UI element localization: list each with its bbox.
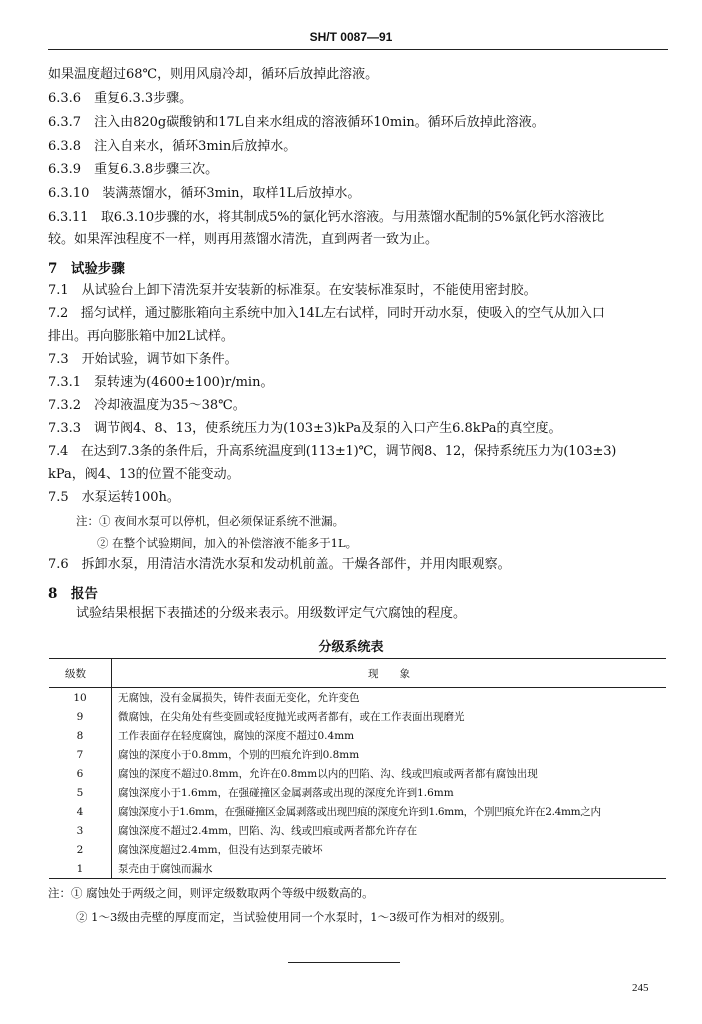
clause-7-1: 7.1 从试验台上卸下清洗泵并安装新的标准泵。在安装标准泵时，不能使用密封胶。: [48, 283, 537, 298]
text-line: 较。如果浑浊程度不一样，则再用蒸馏水清洗，直到两者一致为止。: [48, 232, 439, 247]
clause-7-2: 7.2 摇匀试样，通过膨胀箱向主系统中加入14L左右试样，同时开动水泵，使吸入的空气从加入口: [48, 306, 605, 321]
phenomenon-cell: 腐蚀的深度小于0.8mm，个别的凹痕允许到0.8mm: [118, 749, 360, 761]
table-note-2: ② 1～3级由壳壁的厚度而定，当试验使用同一个水泵时，1～3级可作为相对的级别。: [76, 910, 512, 924]
clause-7-4: 7.4 在达到7.3条的条件后，升高系统温度到(113±1)℃，调节阀8、12，保持系统压力为(103±3): [48, 444, 617, 459]
grade-cell: 7: [49, 745, 112, 764]
report-intro: 试验结果根据下表描述的分级来表示。用级数评定气穴腐蚀的程度。: [76, 606, 467, 621]
standard-code-header: SH/T 0087—91: [309, 30, 393, 44]
table-row: [49, 821, 666, 840]
clause-6-3-6: 6.3.6 重复6.3.3步骤。: [48, 91, 193, 106]
table-header-row: [49, 659, 666, 688]
header-grade: 级数: [49, 659, 112, 688]
page-number: 245: [632, 982, 649, 994]
grade-cell: 8: [49, 726, 112, 745]
table-row: [49, 802, 666, 821]
clause-6-3-7: 6.3.7 注入由820g碳酸钠和17L自来水组成的溶液循环10min。循环后放掉此溶液。: [48, 115, 545, 130]
clause-7-3: 7.3 开始试验，调节如下条件。: [48, 352, 238, 367]
note-line: 注：① 夜间水泵可以停机，但必须保证系统不泄漏。: [76, 514, 345, 528]
clause-7-3-1: 7.3.1 泵转速为(4600±100)r/min。: [48, 375, 274, 390]
phenomenon-cell: 腐蚀的深度不超过0.8mm，允许在0.8mm以内的凹陷、沟、线或凹痕或两者都有腐蚀出现: [118, 768, 538, 780]
grade-cell: 2: [49, 840, 112, 859]
clause-6-3-11: 6.3.11 取6.3.10步骤的水，将其制成5%的氯化钙水溶液。与用蒸馏水配制的5%氯化钙水溶液比: [48, 210, 604, 225]
table-row: [49, 707, 666, 726]
phenomenon-cell: 腐蚀深度小于1.6mm，在强碰撞区金属剥落或出现的深度允许到1.6mm: [118, 787, 454, 799]
clause-6-3-10: 6.3.10 装满蒸馏水，循环3min，取样1L后放掉水。: [48, 186, 361, 201]
phenomenon-cell: 工作表面存在轻度腐蚀，腐蚀的深度不超过0.4mm: [118, 730, 355, 742]
table-row: [49, 764, 666, 783]
table-row: [49, 688, 666, 708]
grading-table: [49, 658, 666, 879]
table-row: [49, 745, 666, 764]
table-note-1: 注：① 腐蚀处于两级之间，则评定级数取两个等级中级数高的。: [48, 886, 374, 900]
section-heading-7: 7 试验步骤: [48, 261, 125, 277]
clause-6-3-8: 6.3.8 注入自来水，循环3min后放掉水。: [48, 139, 297, 154]
phenomenon-cell: 微腐蚀，在尖角处有些变圆或轻度抛光或两者都有，或在工作表面出现磨光: [118, 711, 465, 723]
table-row: [49, 783, 666, 802]
header-phenomenon: 现 象: [112, 659, 667, 688]
grade-cell: 5: [49, 783, 112, 802]
clause-6-3-9: 6.3.9 重复6.3.8步骤三次。: [48, 162, 219, 177]
grade-cell: 10: [49, 688, 112, 708]
table-title: 分级系统表: [318, 640, 384, 655]
footer-rule: [288, 962, 400, 963]
text-line: kPa，阀4、13的位置不能变动。: [48, 467, 240, 482]
note-line: ② 在整个试验期间，加入的补偿溶液不能多于1L。: [97, 536, 358, 550]
phenomenon-cell: 无腐蚀，没有金属损失，铸件表面无变化，允许变色: [118, 692, 360, 704]
grade-cell: 4: [49, 802, 112, 821]
grade-cell: 9: [49, 707, 112, 726]
phenomenon-cell: 腐蚀深度超过2.4mm，但没有达到泵壳破坏: [118, 844, 323, 856]
clause-7-3-2: 7.3.2 冷却液温度为35～38℃。: [48, 398, 246, 413]
phenomenon-cell: 腐蚀深度不超过2.4mm，凹陷、沟、线或凹痕或两者都允许存在: [118, 825, 418, 837]
grade-cell: 6: [49, 764, 112, 783]
clause-7-3-3: 7.3.3 调节阀4、8、13，使系统压力为(103±3)kPa及泵的入口产生6.8kPa的真空度。: [48, 421, 562, 436]
text-line: 如果温度超过68℃，则用风扇冷却，循环后放掉此溶液。: [48, 67, 379, 82]
grade-cell: 3: [49, 821, 112, 840]
grade-cell: 1: [49, 859, 112, 879]
clause-7-6: 7.6 拆卸水泵，用清洁水清洗水泵和发动机前盖。干燥各部件，并用肉眼观察。: [48, 557, 511, 572]
clause-7-5: 7.5 水泵运转100h。: [48, 490, 180, 505]
section-heading-8: 8 报告: [48, 586, 98, 602]
header-rule: [48, 49, 668, 50]
phenomenon-cell: 泵壳由于腐蚀而漏水: [112, 859, 667, 879]
table-row: [49, 726, 666, 745]
text-line: 排出。再向膨胀箱中加2L试样。: [48, 329, 234, 344]
phenomenon-cell: 腐蚀深度小于1.6mm，在强碰撞区金属剥落或出现凹痕的深度允许到1.6mm，个别凹痕允许在2.4mm之内: [118, 806, 601, 818]
table-row: [49, 859, 666, 879]
table-row: [49, 840, 666, 859]
